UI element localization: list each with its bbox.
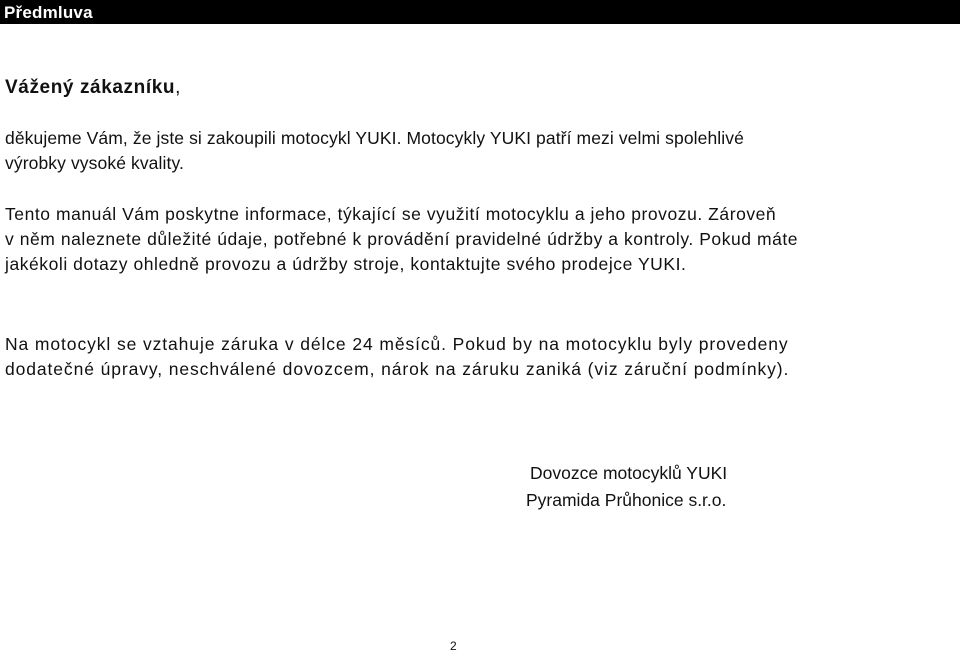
page-number: 2 xyxy=(450,639,457,653)
greeting xyxy=(5,77,181,99)
paragraph-line: Na motocykl se vztahuje záruka v délce 24 měsíců. Pokud by na motocyklu byly provedeny xyxy=(5,334,789,354)
signature-importer: Dovozce motocyklů YUKI xyxy=(530,463,728,483)
signature-company: Pyramida Průhonice s.r.o. xyxy=(526,490,727,510)
paragraph-warranty xyxy=(5,332,789,382)
paragraph-thanks xyxy=(5,126,744,176)
signature-block xyxy=(526,460,727,514)
greeting-name: Vážený zákazníku xyxy=(5,77,176,98)
paragraph-line: výrobky vysoké kvality. xyxy=(5,153,184,173)
paragraph-line: děkujeme Vám, že jste si zakoupili motocykl YUKI. Motocykly YUKI patří mezi velmi spolehlivé xyxy=(5,128,744,148)
header-bar xyxy=(0,0,960,24)
paragraph-line: dodatečné úpravy, neschválené dovozcem, nárok na záruku zaniká (viz záruční podmínky). xyxy=(5,359,790,379)
greeting-punct: , xyxy=(175,77,182,98)
paragraph-line: jakékoli dotazy ohledně provozu a údržby stroje, kontaktujte svého prodejce YUKI. xyxy=(5,254,687,274)
page-title: Předmluva xyxy=(4,3,93,22)
paragraph-line: v něm naleznete důležité údaje, potřebné k provádění pravidelné údržby a kontroly. Pokud máte xyxy=(5,229,799,249)
paragraph-line: Tento manuál Vám poskytne informace, týkající se využití motocyklu a jeho provozu. Zároveň xyxy=(5,204,777,224)
paragraph-manual-info xyxy=(5,202,798,277)
